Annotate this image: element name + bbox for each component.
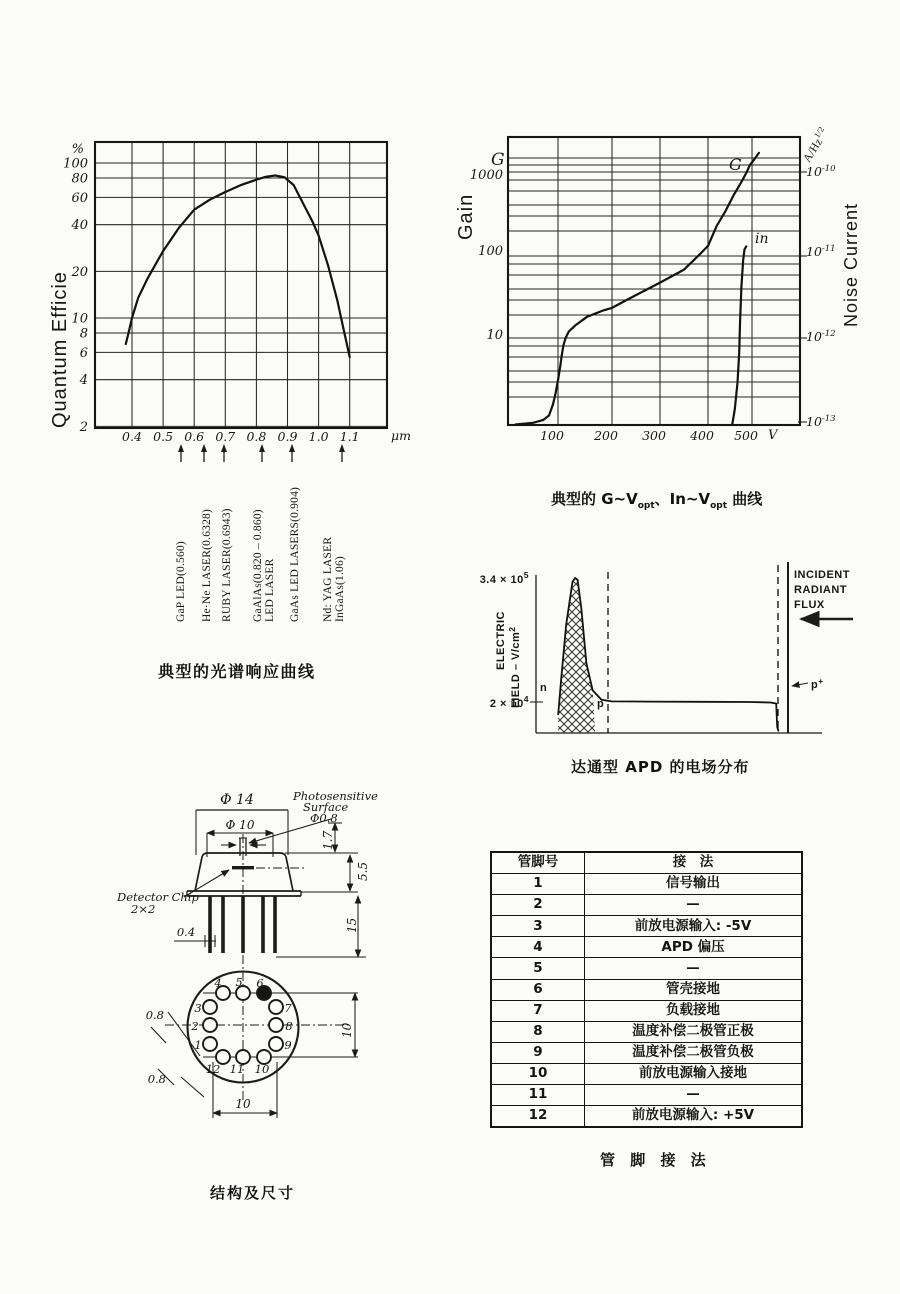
table-row xyxy=(491,1042,802,1063)
pin-number-label: 9 xyxy=(284,1038,292,1052)
photosensitive-label-line2: Surface xyxy=(303,800,349,814)
pin-number-label: 8 xyxy=(285,1019,293,1033)
pin-number-cell: 12 xyxy=(491,1106,585,1128)
noise-tick-exp: -12 xyxy=(821,329,836,339)
laser-wavelength-arrowhead xyxy=(259,444,265,452)
pin-number-label: 11 xyxy=(229,1062,245,1076)
qe-ytick-label: 4 xyxy=(79,373,88,389)
laser-label: He·Ne LASER(0.6328) xyxy=(201,508,213,622)
noise-tick-base: 10 xyxy=(806,164,822,179)
gain-xunit-label: V xyxy=(768,428,778,443)
efield-peak-value xyxy=(480,570,529,586)
noise-tick-base: 10 xyxy=(806,414,822,429)
p-plus-base: p xyxy=(811,679,819,691)
photosensitive-label-line3: Φ0.8 xyxy=(310,811,338,825)
gain-caption-sub1: opt xyxy=(637,501,655,511)
qe-plot-area xyxy=(63,142,387,622)
pin-7 xyxy=(269,1000,283,1014)
table-row xyxy=(491,937,802,958)
dim-10-horizontal-label: 10 xyxy=(235,1097,251,1111)
incident-flux-line2: RADIANT xyxy=(794,584,847,596)
laser-label: LED LASER xyxy=(264,558,276,622)
pin-connection-cell: 负载接地 xyxy=(585,1000,803,1021)
pin-number-cell: 3 xyxy=(491,916,585,937)
pin-number-label: 7 xyxy=(284,1001,292,1015)
pin-number-cell: 6 xyxy=(491,979,585,1000)
laser-label: GaAs LED LASERS(0.904) xyxy=(289,486,301,622)
pin-connection-cell: — xyxy=(585,958,803,979)
noise-tick-label xyxy=(806,414,836,429)
pin-number-label: 4 xyxy=(214,976,222,990)
laser-wavelength-arrowhead xyxy=(178,444,184,452)
qe-xtick-label: 0.8 xyxy=(246,429,267,444)
incident-flux-line3: FLUX xyxy=(794,599,825,611)
gain-chart xyxy=(455,125,861,443)
pin-number-label: 5 xyxy=(235,975,243,989)
efield-plateau-base: 2 × 10 xyxy=(489,698,524,710)
table-row xyxy=(491,874,802,895)
gain-xtick-label: 300 xyxy=(642,428,666,443)
efield-ylabel2-exp: 2 xyxy=(507,626,517,632)
gain-xtick-label: 200 xyxy=(594,428,618,443)
gain-left-tick-label: 1000 xyxy=(469,168,503,183)
phi14-dimension-label: Φ 14 xyxy=(220,792,254,808)
pin-table-header-cell: 接 法 xyxy=(585,852,803,874)
gain-chart-caption xyxy=(551,488,762,511)
laser-wavelength-arrowhead xyxy=(221,444,227,452)
pin-connection-cell: 温度补偿二极管正极 xyxy=(585,1021,803,1042)
gain-left-tick-label: 100 xyxy=(478,244,503,259)
efield-caption: 达通型 APD 的电场分布 xyxy=(571,758,750,776)
noise-tick-base: 10 xyxy=(806,244,822,259)
gain-caption-part1: 典型的 G~V xyxy=(551,490,638,508)
efield-ylabel-line1: ELECTRIC xyxy=(495,611,507,670)
efield-diagram xyxy=(480,562,853,733)
qe-xtick-label: 1.0 xyxy=(308,429,329,444)
qe-xtick-label: 0.9 xyxy=(277,429,298,444)
noise-unit-label xyxy=(798,125,831,165)
gain-plot-area xyxy=(470,137,836,443)
laser-wavelength-arrowhead xyxy=(339,444,345,452)
detector-chip-label-line2: 2×2 xyxy=(131,902,156,916)
noise-tick-exp: -13 xyxy=(821,414,836,424)
table-row xyxy=(491,916,802,937)
table-row xyxy=(491,895,802,916)
qe-xtick-label: 1.1 xyxy=(339,429,360,444)
qe-xtick-label: 0.5 xyxy=(153,429,174,444)
laser-label: Nd: YAG LASER xyxy=(322,536,334,622)
pin-connection-cell: 信号输出 xyxy=(585,874,803,895)
structure-side-view xyxy=(116,789,378,957)
package-leads xyxy=(208,896,277,953)
pin-number-cell: 10 xyxy=(491,1063,585,1084)
qe-chart-caption: 典型的光谱响应曲线 xyxy=(158,662,316,681)
pin-table-caption: 管 脚 接 法 xyxy=(600,1151,711,1169)
lead-width-dimension-label: 0.4 xyxy=(176,925,196,939)
p-plus-exp: + xyxy=(818,676,824,686)
qe-ytick-label: 10 xyxy=(71,311,88,327)
qe-ytick-label: 100 xyxy=(63,156,88,172)
gain-xtick-label: 100 xyxy=(540,428,564,443)
can-cap-outline xyxy=(195,853,293,891)
qe-response-curve xyxy=(126,176,350,358)
qe-ytick-label: 8 xyxy=(79,326,88,342)
laser-wavelength-arrowhead xyxy=(201,444,207,452)
gain-ylabel-right: Noise Current xyxy=(841,202,861,327)
pin-connection-cell: — xyxy=(585,1085,803,1106)
pin-connection-table xyxy=(490,851,803,1128)
qe-xunit-label: μm xyxy=(391,428,411,443)
g-curve-label: G xyxy=(729,155,742,174)
pin-number-label: 10 xyxy=(254,1062,270,1076)
pin-number-label: 3 xyxy=(194,1001,202,1015)
noise-current-curve xyxy=(732,246,746,424)
gain-xtick-label: 500 xyxy=(734,428,758,443)
qe-ytick-label: 40 xyxy=(71,218,88,234)
pin-number-cell: 9 xyxy=(491,1042,585,1063)
p-region-label: p xyxy=(597,698,605,710)
incident-flux-line1: INCIDENT xyxy=(794,569,850,581)
gain-axis-g-label: G xyxy=(491,150,505,170)
gain-left-tick-label: 10 xyxy=(486,328,503,343)
qe-ytick-label: 20 xyxy=(71,264,88,280)
table-row xyxy=(491,1085,802,1106)
pin-connection-cell: 管壳接地 xyxy=(585,979,803,1000)
table-row xyxy=(491,1063,802,1084)
noise-tick-exp: -10 xyxy=(821,164,836,174)
laser-label: GaP LED(0.560) xyxy=(175,541,187,622)
qe-ytick-label: 2 xyxy=(79,419,88,435)
efield-plateau-exp: 4 xyxy=(523,694,529,704)
structure-bottom-view xyxy=(146,955,358,1118)
gain-caption-part3: 曲线 xyxy=(727,490,763,508)
pin-9 xyxy=(269,1037,283,1051)
qe-xtick-label: 0.6 xyxy=(184,429,205,444)
pin-number-label: 2 xyxy=(191,1019,199,1033)
dim-0-8-label-b: 0.8 xyxy=(147,1072,166,1086)
noise-unit-exp: 1/2 xyxy=(811,124,827,140)
photosensitive-label-line1: Photosensitive xyxy=(293,789,378,803)
noise-tick-base: 10 xyxy=(806,329,822,344)
gain-xtick-label: 400 xyxy=(690,428,714,443)
qe-ytick-label: 80 xyxy=(71,171,88,187)
p-plus-pointer xyxy=(792,683,808,686)
pin-3 xyxy=(203,1000,217,1014)
gain-caption-sub2: opt xyxy=(710,501,728,511)
efield-peak-base: 3.4 × 10 xyxy=(479,574,524,586)
detector-chip-label-line1: Detector Chip xyxy=(117,890,199,904)
structure-caption: 结构及尺寸 xyxy=(210,1184,296,1202)
pin-connection-cell: APD 偏压 xyxy=(585,937,803,958)
dim-0-8-label-a: 0.8 xyxy=(145,1008,164,1022)
pin-number-cell: 7 xyxy=(491,1000,585,1021)
qe-ytick-label: 60 xyxy=(71,190,88,206)
gain-ylabel-left: Gain xyxy=(455,193,477,240)
noise-tick-label xyxy=(806,244,836,259)
qe-xtick-label: 0.4 xyxy=(122,429,142,444)
noise-unit-base: A/Hz xyxy=(801,136,826,165)
gain-caption-part2: 、In~V xyxy=(654,490,711,508)
laser-label: RUBY LASER(0.6943) xyxy=(221,508,233,622)
table-row xyxy=(491,1000,802,1021)
pin-connection-cell: 前放电源输入接地 xyxy=(585,1063,803,1084)
p-plus-label xyxy=(811,676,824,691)
pin-connection-cell: — xyxy=(585,895,803,916)
pin-number-label: 12 xyxy=(205,1062,221,1076)
pin-connection-cell: 温度补偿二极管负极 xyxy=(585,1042,803,1063)
noise-tick-exp: -11 xyxy=(821,244,836,254)
pin-table-header-row xyxy=(491,852,802,874)
efield-curve-area xyxy=(558,578,778,733)
noise-tick-label xyxy=(806,329,836,344)
qe-ytick-label: 6 xyxy=(79,345,88,361)
table-row xyxy=(491,979,802,1000)
laser-label: InGaAs(1.06) xyxy=(334,556,346,622)
qe-percent-label: % xyxy=(71,142,84,157)
pin-1 xyxy=(203,1037,217,1051)
efield-ylabel-line2 xyxy=(507,626,522,708)
pin-connection-cell: 前放电源输入: -5V xyxy=(585,916,803,937)
laser-label: GaAlAs(0.820 – 0.860) xyxy=(252,509,264,622)
dim-15-label: 15 xyxy=(345,917,359,933)
pin-number-cell: 4 xyxy=(491,937,585,958)
table-row xyxy=(491,1106,802,1128)
pin-2 xyxy=(203,1018,217,1032)
pin-number-label: 6 xyxy=(256,976,264,990)
table-row xyxy=(491,958,802,979)
pin-connection-cell: 前放电源输入: +5V xyxy=(585,1106,803,1128)
pin-number-cell: 2 xyxy=(491,895,585,916)
qe-xtick-label: 0.7 xyxy=(215,429,236,444)
dim-5-5-label: 5.5 xyxy=(356,861,370,881)
pin-table-header-cell: 管脚号 xyxy=(491,852,585,874)
pin-number-cell: 1 xyxy=(491,874,585,895)
pin-number-cell: 5 xyxy=(491,958,585,979)
phi10-dimension-label: Φ 10 xyxy=(225,818,255,832)
table-row xyxy=(491,1021,802,1042)
efield-peak-exp: 5 xyxy=(523,570,529,580)
qe-ylabel: Quantum Efficie xyxy=(49,271,71,428)
efield-ylabel2-base: FIELD – V/cm xyxy=(510,631,522,708)
n-region-label: n xyxy=(540,682,548,694)
pin-8 xyxy=(269,1018,283,1032)
pin-number-cell: 8 xyxy=(491,1021,585,1042)
qe-chart xyxy=(49,142,411,622)
dim-1-7-label: 1.7 xyxy=(321,830,335,850)
pin-number-label: 1 xyxy=(194,1038,202,1052)
in-curve-label: in xyxy=(755,231,769,247)
noise-tick-label xyxy=(806,164,836,179)
pin-number-cell: 11 xyxy=(491,1085,585,1106)
laser-wavelength-arrowhead xyxy=(289,444,295,452)
dim-10-vertical-label: 10 xyxy=(340,1022,354,1038)
